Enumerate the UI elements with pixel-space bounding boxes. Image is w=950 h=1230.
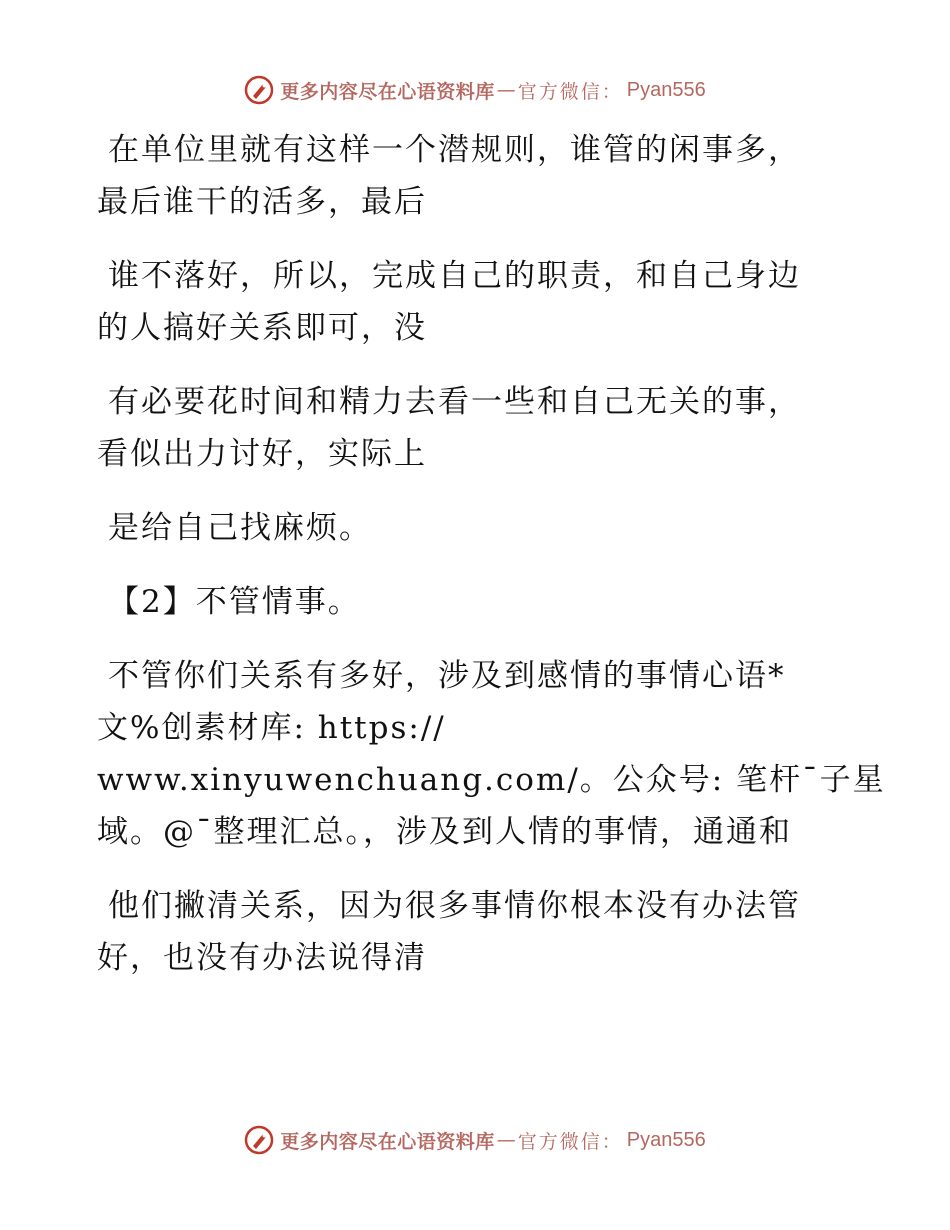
footer-brand-text: 更多内容尽在心语资料库 <box>280 1130 495 1153</box>
text-line: 谁不落好，所以，完成自己的职责，和自己身边 <box>108 258 801 294</box>
text-line: 最后谁干的活多，最后 <box>97 184 427 220</box>
text-line: 域。@¯整理汇总。，涉及到人情的事情，通通和 <box>97 814 792 850</box>
brand-logo-icon <box>244 75 274 105</box>
paragraph <box>97 376 837 480</box>
paragraph <box>97 124 837 228</box>
text-line: 的人搞好关系即可，没 <box>97 310 427 346</box>
footer-wechat-id: Pyan556 <box>626 1128 706 1151</box>
header-banner <box>0 70 950 110</box>
text-line: 【2】不管情事。 <box>108 584 361 620</box>
text-line: 不管你们关系有多好，涉及到感情的事情心语* <box>108 658 786 694</box>
paragraph <box>97 502 837 554</box>
text-line: 他们撇清关系，因为很多事情你根本没有办法管 <box>108 888 801 924</box>
text-line: 有必要花时间和精力去看一些和自己无关的事， <box>108 384 801 420</box>
text-line: 文%创素材库: https:// <box>97 710 446 746</box>
footer-separator: — <box>496 1129 516 1151</box>
text-line: 好，也没有办法说得清 <box>97 940 427 976</box>
text-line: 看似出力讨好，实际上 <box>97 436 427 472</box>
document-body <box>97 124 886 1006</box>
paragraph <box>97 250 837 354</box>
text-line: 是给自己找麻烦。 <box>108 510 372 546</box>
header-wechat-id: Pyan556 <box>626 78 706 101</box>
paragraph <box>97 880 837 984</box>
text-line: www.xinyuwenchuang.com/。公众号: 笔杆¯子星 <box>97 762 886 798</box>
brand-logo-icon <box>244 1125 274 1155</box>
footer-official-label: 官方微信： <box>517 1130 623 1153</box>
header-separator: — <box>496 79 516 101</box>
header-brand-text: 更多内容尽在心语资料库 <box>280 80 495 103</box>
text-line: 在单位里就有这样一个潜规则，谁管的闲事多， <box>108 132 801 168</box>
paragraph <box>97 650 886 858</box>
footer-banner <box>0 1120 950 1160</box>
header-official-label: 官方微信： <box>517 80 623 103</box>
section-heading <box>97 576 837 628</box>
